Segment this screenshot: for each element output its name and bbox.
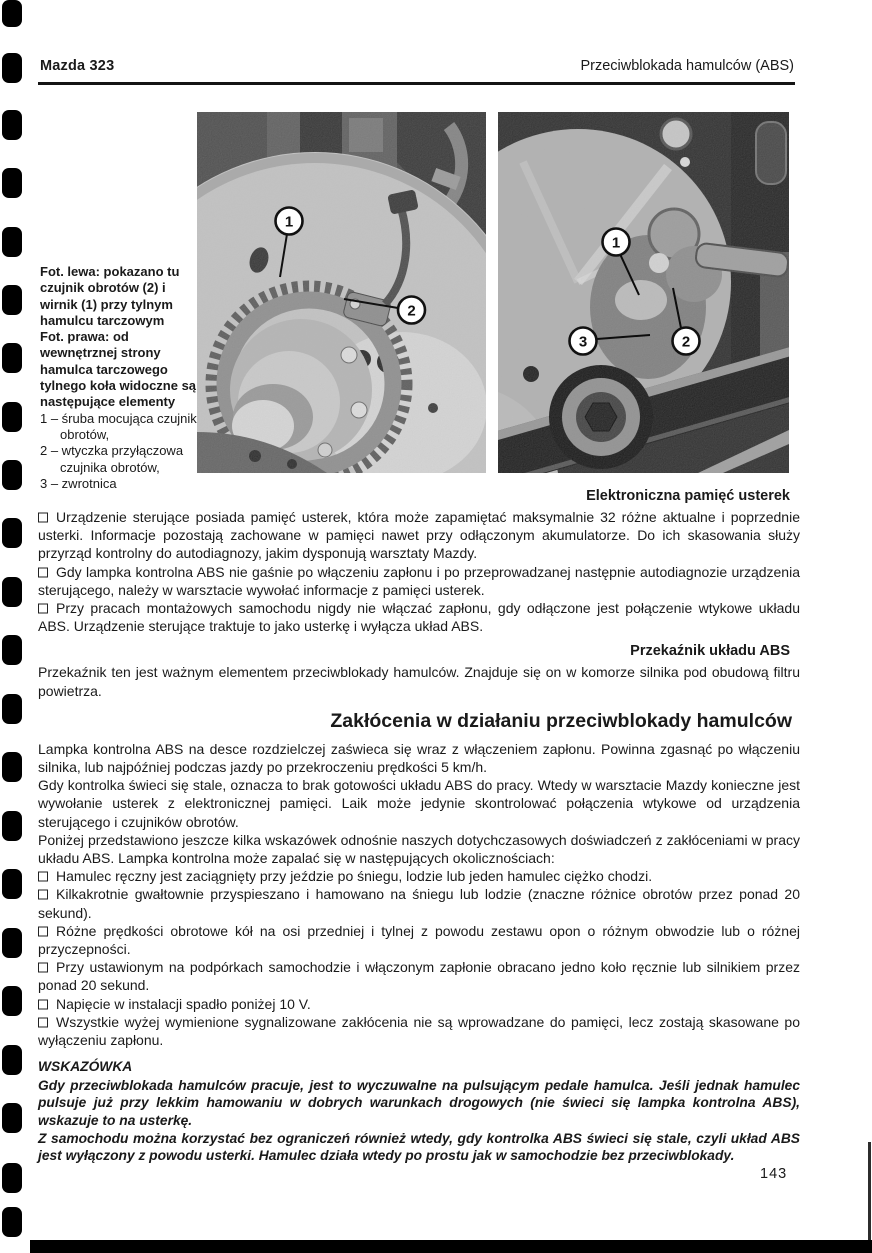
faults-paragraph: Poniżej przedstawiono jeszcze kilka wskazówek odnośnie naszych dotychczasowych doświadczeń z zakłóceniami w pracy układu ABS. Lampka kontrolna może zapalać się w następujących okolicznościach: — [38, 831, 800, 867]
binding-hole-mark — [2, 577, 22, 607]
binding-hole-mark — [2, 343, 22, 373]
binding-hole-mark — [2, 869, 22, 899]
checkbox-icon — [38, 963, 48, 973]
relay-paragraph: Przekaźnik ten jest ważnym elementem przeciwblokady hamulców. Znajduje się on w komorze silnika pod obudową filtru powietrza. — [38, 664, 800, 699]
checkbox-icon — [38, 604, 48, 614]
svg-text:2: 2 — [681, 333, 691, 351]
faults-paragraph: Lampka kontrolna ABS na desce rozdzielczej zaświeca się wraz z włączeniem zapłonu. Powinna zgasnąć po włączeniu silnika, lub najpóźniej podczas jazdy po przekroczeniu prędkości 5 km/h. — [38, 740, 800, 776]
right-edge-scan-line — [868, 1142, 871, 1240]
binding-hole-mark — [2, 811, 22, 841]
advice-note-paragraph: Gdy przeciwblokada hamulców pracuje, jest to wyczuwalne na pulsującym pedale hamulca. Jeśli jednak hamulec pulsuje już przy lekkim hamowaniu w dobrych warunkach drogowych (nie świeci się lampka kontrolna ABS), wskazuje to na usterkę. — [38, 1077, 800, 1129]
right-brake-photo-svg — [498, 112, 789, 473]
binding-hole-mark — [2, 285, 22, 315]
section-heading-faults: Zakłócenia w działaniu przeciwblokady hamulców — [330, 709, 792, 732]
binding-hole-mark — [2, 518, 22, 548]
callout-3-marker — [570, 328, 597, 355]
main-text-column — [38, 487, 800, 1165]
bullet-paragraph — [38, 885, 800, 921]
figure-caption — [40, 264, 200, 492]
bullet-text: Przy pracach montażowych samochodu nigdy nie włączać zapłonu, gdy odłączone jest połączenie wtykowe układu ABS. Urządzenie sterujące traktuje to jako usterkę i wyłącza układ ABS. — [38, 600, 800, 635]
page-number: 143 — [760, 1166, 788, 1182]
left-brake-photo-svg — [197, 112, 486, 473]
bullet-text: Gdy lampka kontrolna ABS nie gaśnie po włączeniu zapłonu i po przeprowadzanej następnie autodiagnozie urządzenia sterującego, należy w warsztacie wywołać informacje z pamięci usterek. — [38, 563, 800, 598]
bullet-paragraph — [38, 867, 800, 885]
section-heading-relay: Przekaźnik układu ABS — [630, 643, 790, 660]
binding-hole-mark — [2, 694, 22, 724]
header-model: Mazda 323 — [40, 58, 115, 74]
scan-grain-overlay — [197, 112, 486, 473]
svg-text:1: 1 — [611, 234, 621, 252]
caption-right-photo: Fot. prawa: od wewnętrznej strony hamulca tarczowego tylnego koła widoczne są następujące elementy — [40, 329, 197, 410]
binding-hole-mark — [2, 53, 22, 83]
checkbox-icon — [38, 999, 48, 1009]
svg-text:1: 1 — [284, 213, 294, 231]
checkbox-icon — [38, 513, 48, 523]
binding-hole-mark — [2, 1103, 22, 1133]
left-brake-photo — [197, 112, 486, 473]
bullet-paragraph — [38, 563, 800, 599]
binding-hole-mark — [2, 402, 22, 432]
advice-note-title: WSKAZÓWKA — [38, 1059, 133, 1075]
binding-hole-mark — [2, 227, 22, 257]
checkbox-icon — [38, 890, 48, 900]
bullet-text: Przy ustawionym na podpórkach samochodzie i włączonym zapłonie obracano jedno koło ręcznie lub silnikiem przez ponad 20 sekund. — [38, 959, 800, 994]
bottom-scan-bar — [30, 1240, 872, 1253]
checkbox-icon — [38, 1017, 48, 1027]
advice-note — [38, 1058, 800, 1165]
checkbox-icon — [38, 926, 48, 936]
binding-hole-mark — [2, 928, 22, 958]
binding-hole-mark — [2, 752, 22, 782]
bullet-text: Wszystkie wyżej wymienione sygnalizowane zakłócenia nie są wprowadzane do pamięci, lecz zostają skasowane po wyłączeniu zapłonu. — [38, 1013, 800, 1049]
callout-2-marker — [673, 328, 700, 355]
binding-hole-mark — [2, 168, 22, 198]
svg-text:2: 2 — [407, 302, 416, 320]
right-brake-photo — [498, 112, 789, 473]
callout-1-marker — [276, 208, 303, 235]
section-heading-memory: Elektroniczna pamięć usterek — [586, 488, 790, 504]
bullet-text: Hamulec ręczny jest zaciągnięty przy jeździe po śniegu, lodzie lub jeden hamulec ciężko chodzi. — [56, 868, 653, 885]
binding-hole-mark — [2, 110, 22, 140]
bullet-text: Kilkakrotnie gwałtownie przyspieszano i hamowano na śniegu lub lodzie (znaczne różnice obrotów przez ponad 20 sekund). — [38, 886, 800, 921]
bullet-text: Napięcie w instalacji spadło poniżej 10 V. — [56, 995, 311, 1012]
bullet-text: Różne prędkości obrotowe kół na osi przedniej i tylnej z powodu zestawu opon o różnym obwodzie lub o różnej przyczepności. — [38, 922, 800, 958]
bullet-paragraph — [38, 1013, 800, 1049]
binding-hole-mark — [2, 1207, 22, 1237]
bullet-text: Urządzenie sterujące posiada pamięć usterek, która może zapamiętać maksymalnie 32 różne aktualne i poprzednie usterki. Informacje pozostają zachowane w pamięci nawet przy odłączonym akumulatorze. Do ich skasowania służy przyrząd kontrolny do autodiagnozy, jakim dysponują warsztaty Mazdy. — [38, 509, 800, 562]
scan-grain-overlay — [498, 112, 789, 473]
callout-2-marker — [398, 297, 425, 324]
bullet-paragraph — [38, 599, 800, 635]
header-rule — [38, 82, 795, 85]
caption-legend-item: 1 – śruba mocująca czujnik obrotów, — [40, 410, 197, 442]
bullet-paragraph — [38, 958, 800, 994]
bullet-paragraph — [38, 995, 800, 1013]
faults-paragraph: Gdy kontrolka świeci się stale, oznacza to brak gotowości układu ABS do pracy. Wtedy w warsztacie Mazdy konieczne jest wywołanie usterek z elektronicznej pamięci. Laik może jedynie skontrolować połączenia wtykowe od urządzenia sterującego i czujników obrotów. — [38, 777, 800, 830]
advice-note-paragraph: Z samochodu można korzystać bez ograniczeń również wtedy, gdy kontrolka ABS świeci się stale, czyli układ ABS jest wyłączony z powodu usterki. Hamulec działa wtedy po prostu jak w samochodzie bez przeciwblokady. — [38, 1130, 800, 1164]
binding-hole-mark — [2, 986, 22, 1016]
caption-legend-item: 2 – wtyczka przyłączowa czujnika obrotów, — [40, 443, 184, 475]
checkbox-icon — [38, 872, 48, 882]
binding-hole-mark — [2, 635, 22, 665]
checkbox-icon — [38, 567, 48, 577]
binding-hole-mark — [2, 0, 22, 27]
bullet-paragraph — [38, 508, 800, 563]
svg-text:3: 3 — [578, 333, 588, 351]
header-chapter: Przeciwblokada hamulców (ABS) — [580, 58, 794, 74]
binding-hole-mark — [2, 460, 22, 490]
bullet-paragraph — [38, 922, 800, 958]
binding-hole-mark — [2, 1163, 22, 1193]
caption-legend-item: 3 – zwrotnica — [40, 475, 117, 491]
binding-hole-mark — [2, 1045, 22, 1075]
caption-left-photo: Fot. lewa: pokazano tu czujnik obrotów (2) i wirnik (1) przy tylnym hamulcu tarczowym — [40, 264, 180, 328]
callout-1-marker — [603, 229, 630, 256]
